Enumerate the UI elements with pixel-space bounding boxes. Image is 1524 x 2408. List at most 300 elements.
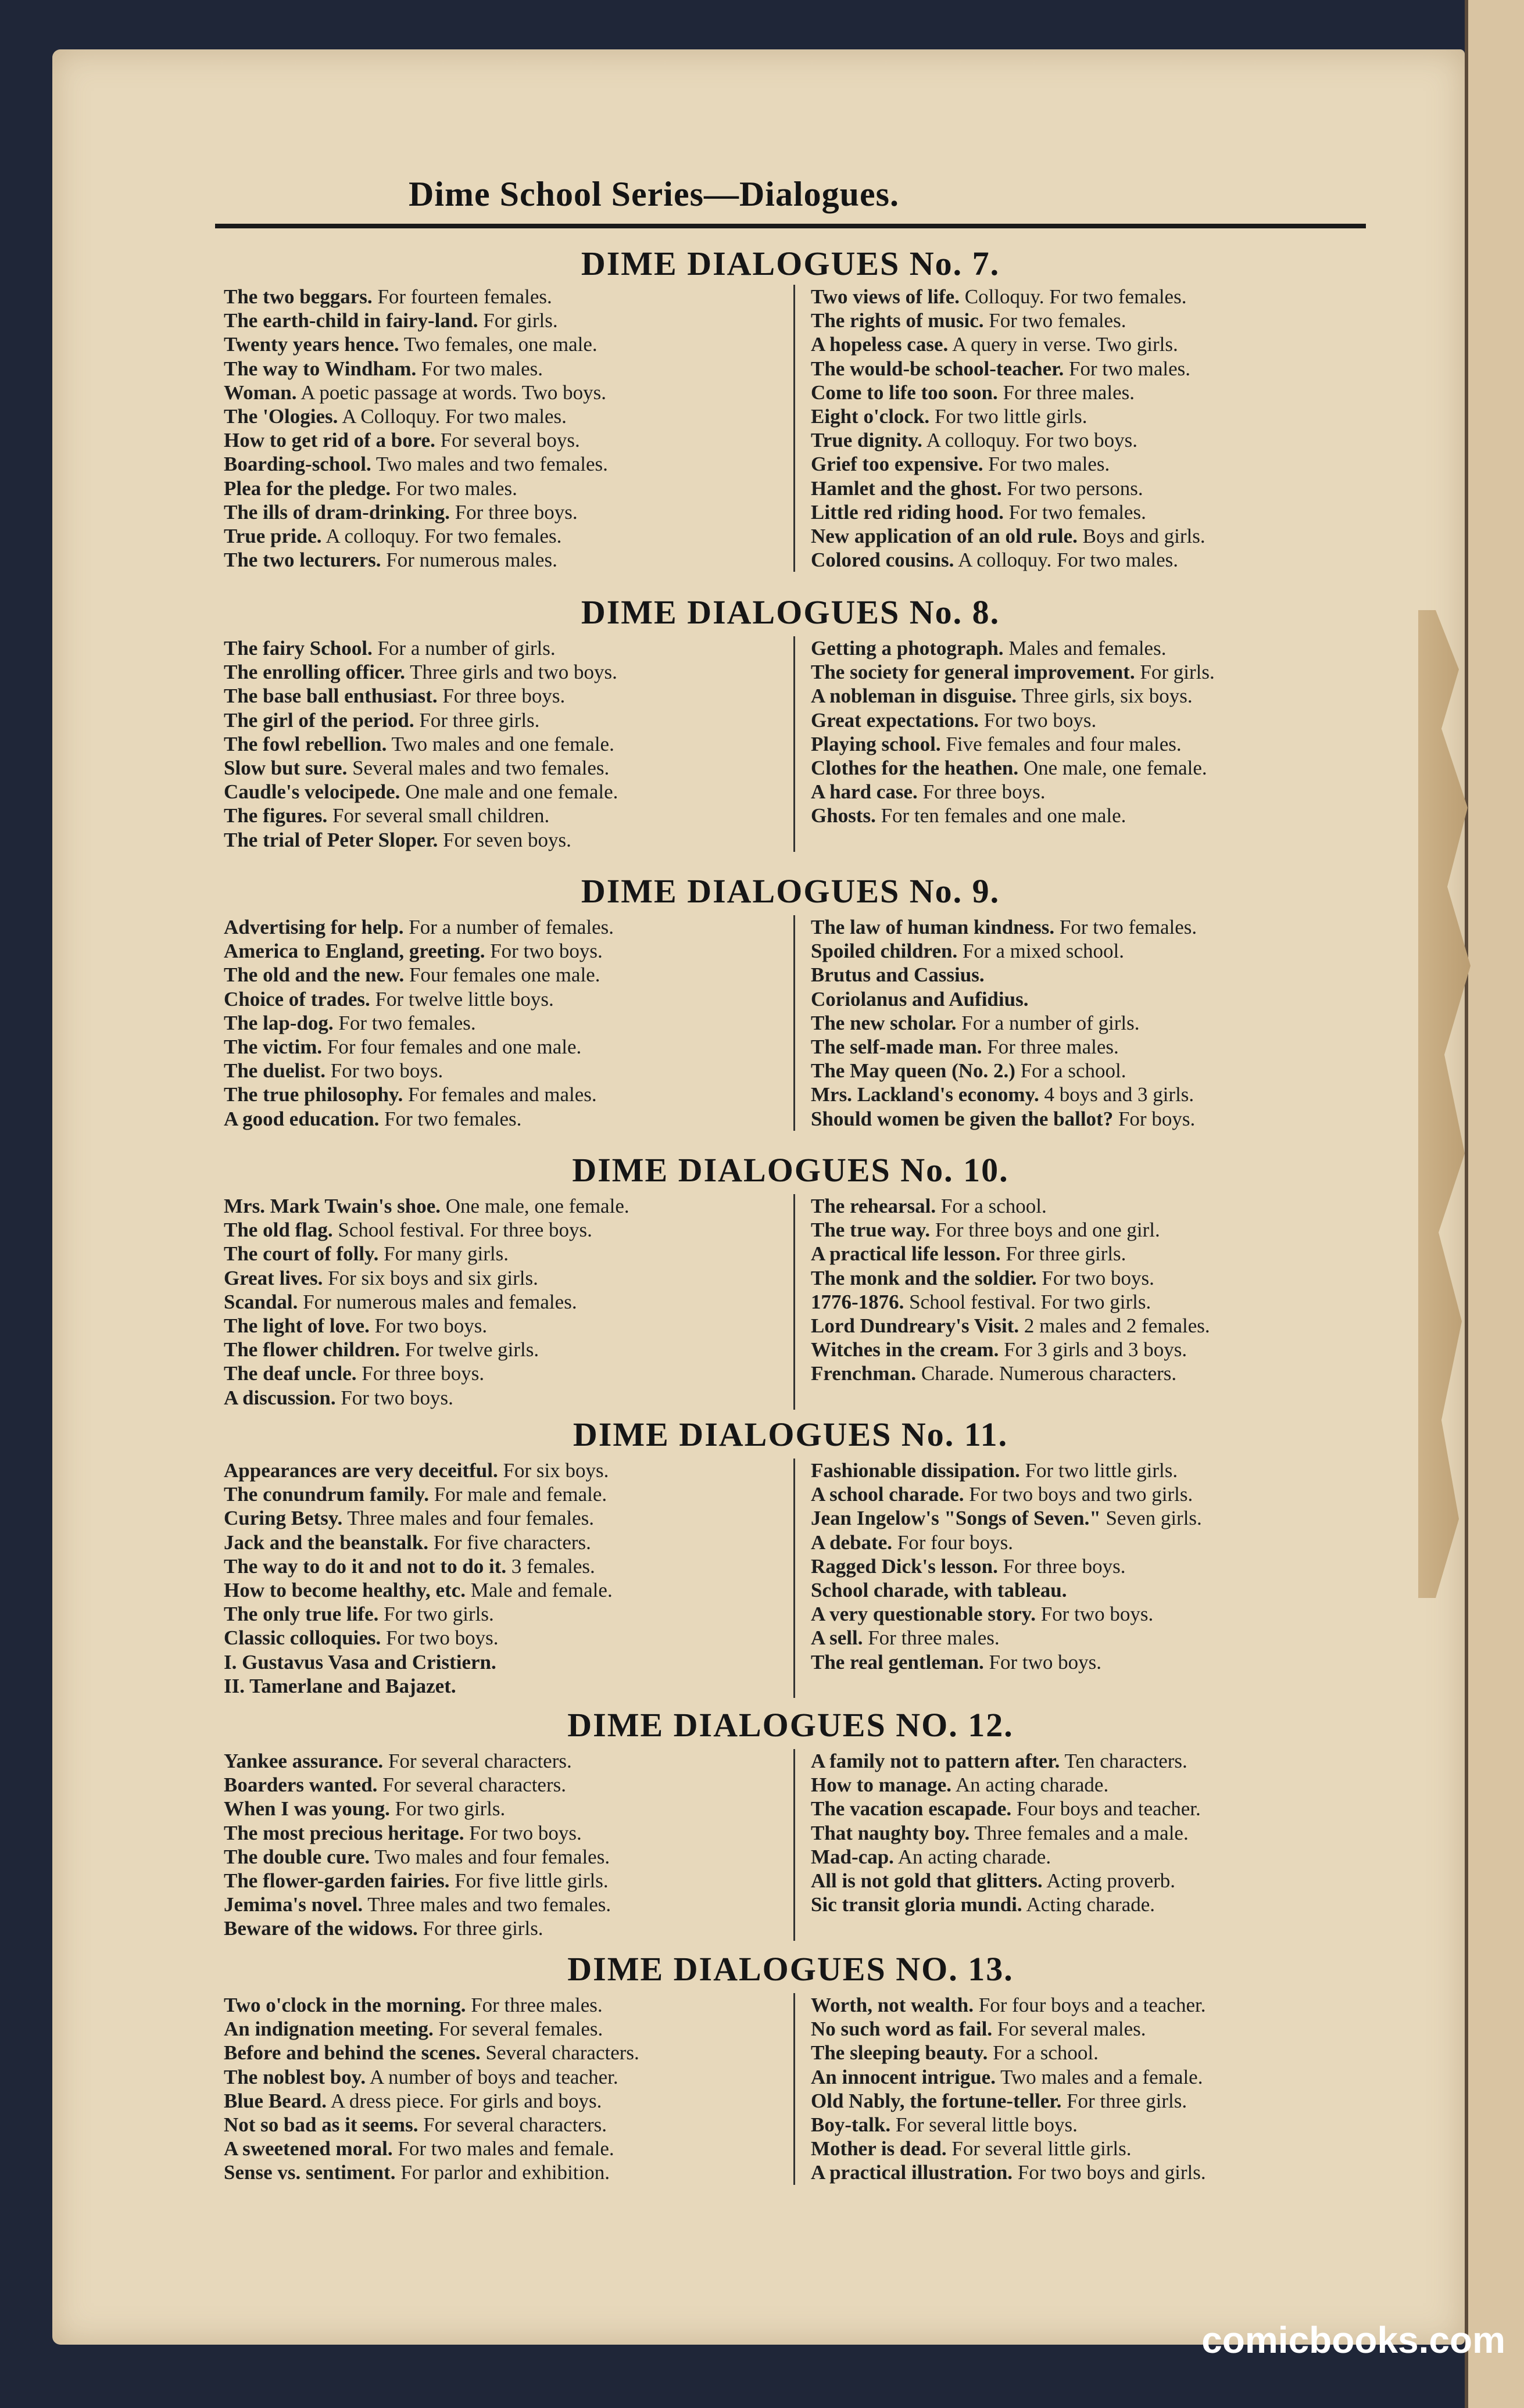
dialogue-title: 1776-1876. [811, 1290, 904, 1313]
dialogue-entry [811, 636, 1363, 660]
dialogue-cast: Male and female. [466, 1578, 613, 1601]
dialogue-entry [224, 756, 782, 780]
dialogue-title: Slow but sure. [224, 756, 348, 779]
dialogue-entry [811, 1035, 1363, 1059]
dialogue-cast: For several females. [433, 2018, 603, 2041]
dialogue-title: Boarding-school. [224, 453, 371, 476]
dialogue-cast: For a number of girls. [372, 637, 556, 660]
dialogue-title: Two o'clock in the morning. [224, 1994, 466, 2016]
dialogue-title: A very questionable story. [811, 1603, 1036, 1626]
dialogue-entry [811, 1602, 1363, 1626]
dialogue-entry [224, 1821, 782, 1845]
dialogue-cast: Several males and two females. [347, 756, 610, 779]
dialogue-cast: For two males. [1064, 357, 1190, 380]
dialogue-entry [811, 708, 1363, 732]
dialogue-cast: For six boys. [498, 1459, 609, 1482]
dialogue-cast: One male, one female. [441, 1195, 629, 1217]
dialogue-cast: For several characters. [377, 1773, 566, 1797]
dialogue-entry [811, 804, 1363, 827]
dialogue-entry [224, 1506, 782, 1530]
dialogue-title: A hopeless case. [811, 333, 949, 356]
dialogue-cast: 2 males and 2 females. [1019, 1314, 1210, 1337]
column-divider [793, 1993, 795, 2185]
right-column [811, 1194, 1363, 1386]
page-header: Dime School Series—Dialogues. [409, 175, 899, 213]
dialogue-entry [224, 1338, 782, 1361]
dialogue-title: Yankee assurance. [224, 1750, 384, 1772]
left-column [224, 285, 782, 572]
dialogue-cast: For numerous males. [381, 549, 557, 572]
dialogue-title: A practical illustration. [811, 2161, 1013, 2184]
dialogue-cast: For two girls. [389, 1797, 506, 1821]
dialogue-entry [224, 357, 782, 381]
dialogue-cast: One male and one female. [400, 780, 618, 804]
dialogue-title: The fowl rebellion. [224, 732, 387, 755]
dialogue-title: Caudle's velocipede. [224, 780, 400, 804]
dialogue-entry [224, 1674, 782, 1698]
dialogue-cast: For five little girls. [449, 1869, 609, 1892]
dialogue-entry [811, 1107, 1363, 1131]
left-column [224, 1194, 782, 1410]
dialogue-entry [811, 963, 1363, 987]
dialogue-entry [224, 381, 782, 404]
dialogue-entry [811, 1314, 1363, 1338]
dialogue-title: Sic transit gloria mundi. [811, 1893, 1022, 1916]
dialogue-entry [224, 915, 782, 939]
dialogue-title: The deaf uncle. [224, 1362, 357, 1385]
dialogue-title: II. Tamerlane and Bajazet. [224, 1674, 456, 1697]
dialogue-title: The would-be school-teacher. [811, 357, 1064, 380]
dialogue-entry [224, 2137, 782, 2160]
dialogue-title: The rehearsal. [811, 1195, 936, 1217]
dialogue-title: All is not gold that glitters. [811, 1869, 1043, 1892]
section-title: DIME DIALOGUES No. 7. [581, 245, 1000, 282]
dialogue-cast: For two boys and girls. [1013, 2161, 1206, 2184]
dialogue-cast: Two females, one male. [399, 333, 598, 356]
dialogue-title: Curing Betsy. [224, 1507, 343, 1530]
dialogue-cast: 3 females. [506, 1554, 595, 1578]
dialogue-entry [224, 1749, 782, 1773]
dialogue-entry [224, 939, 782, 963]
dialogue-entry [811, 381, 1363, 404]
dialogue-cast: For girls. [1135, 661, 1215, 684]
dialogue-entry [224, 1993, 782, 2017]
dialogue-cast: For two boys. [485, 940, 603, 963]
dialogue-entry [224, 828, 782, 852]
dialogue-cast: For two boys. [335, 1386, 453, 1409]
dialogue-cast: For twelve girls. [400, 1338, 539, 1361]
dialogue-title: The May queen (No. 2.) [811, 1059, 1015, 1083]
dialogue-entry [811, 1459, 1363, 1482]
left-column [224, 1749, 782, 1941]
dialogue-entry [811, 285, 1363, 309]
dialogue-cast: For females and males. [403, 1083, 597, 1106]
dialogue-cast: A dress piece. For girls and boys. [326, 2089, 602, 2112]
dialogue-cast: Three males and four females. [342, 1507, 594, 1530]
dialogue-cast: For three boys and one girl. [930, 1219, 1160, 1242]
dialogue-title: The 'Ologies. [224, 404, 338, 428]
dialogue-entry [224, 1314, 782, 1338]
dialogue-entry [224, 1602, 782, 1626]
dialogue-cast: For two little girls. [1019, 1459, 1178, 1482]
column-divider [793, 1749, 795, 1941]
dialogue-cast: For three girls. [417, 1917, 543, 1940]
dialogue-entry [811, 452, 1363, 476]
left-column [224, 1459, 782, 1698]
dialogue-title: The figures. [224, 804, 328, 827]
dialogue-title: A sell. [811, 1626, 863, 1650]
dialogue-entry [224, 309, 782, 332]
dialogue-cast: For several characters. [383, 1750, 572, 1772]
dialogue-cast: A colloquy. For two boys. [922, 429, 1138, 452]
dialogue-entry [811, 660, 1363, 684]
dialogue-cast: For girls. [478, 309, 558, 332]
dialogue-entry [224, 2113, 782, 2137]
dialogue-cast: A colloquy. For two females. [321, 524, 562, 547]
dialogue-title: A discussion. [224, 1386, 336, 1409]
section-title: DIME DIALOGUES No. 11. [573, 1416, 1008, 1453]
dialogue-title: Before and behind the scenes. [224, 2041, 481, 2065]
dialogue-title: When I was young. [224, 1797, 390, 1821]
right-column [811, 636, 1363, 828]
dialogue-cast: For a number of girls. [956, 1011, 1140, 1034]
dialogue-title: That naughty boy. [811, 1821, 970, 1844]
dialogue-title: The fairy School. [224, 637, 373, 660]
dialogue-cast: For ten females and one male. [875, 804, 1126, 827]
dialogue-cast: For three males. [997, 381, 1135, 404]
dialogue-title: Clothes for the heathen. [811, 756, 1019, 779]
dialogue-entry [811, 732, 1363, 756]
dialogue-cast: For four boys. [892, 1531, 1014, 1554]
dialogue-cast: Two males and a female. [995, 2065, 1203, 2088]
dialogue-title: A sweetened moral. [224, 2137, 393, 2160]
dialogue-cast: For two boys. [381, 1626, 499, 1650]
dialogue-cast: Three males and two females. [363, 1893, 611, 1916]
dialogue-cast: Colloquy. For two females. [959, 285, 1187, 308]
dialogue-title: Fashionable dissipation. [811, 1459, 1020, 1482]
dialogue-cast: A number of boys and teacher. [366, 2065, 618, 2088]
dialogue-entry [811, 2137, 1363, 2160]
dialogue-title: Sense vs. sentiment. [224, 2161, 396, 2184]
dialogue-title: A hard case. [811, 780, 918, 804]
dialogue-entry [224, 636, 782, 660]
dialogue-title: Getting a photograph. [811, 637, 1004, 660]
dialogue-title: How to manage. [811, 1773, 952, 1797]
dialogue-cast: For six boys and six girls. [323, 1266, 538, 1289]
dialogue-cast: Acting proverb. [1042, 1869, 1176, 1892]
dialogue-entry [811, 1650, 1363, 1674]
dialogue-entry [224, 476, 782, 500]
dialogue-title: Coriolanus and Aufidius. [811, 987, 1029, 1010]
dialogue-entry [224, 1194, 782, 1218]
dialogue-title: The old and the new. [224, 963, 405, 987]
dialogue-cast: Charade. Numerous characters. [916, 1362, 1177, 1385]
dialogue-title: A practical life lesson. [811, 1242, 1001, 1266]
dialogue-title: Lord Dundreary's Visit. [811, 1314, 1019, 1337]
dialogue-cast: For 3 girls and 3 boys. [999, 1338, 1187, 1361]
dialogue-title: The sleeping beauty. [811, 2041, 988, 2065]
dialogue-title: The earth-child in fairy-land. [224, 309, 478, 332]
dialogue-entry [224, 780, 782, 804]
dialogue-title: How to become healthy, etc. [224, 1578, 466, 1601]
dialogue-entry [224, 660, 782, 684]
dialogue-title: Grief too expensive. [811, 453, 983, 476]
dialogue-title: The most precious heritage. [224, 1821, 464, 1844]
dialogue-entry [224, 1242, 782, 1266]
dialogue-cast: For several small children. [327, 804, 550, 827]
column-divider [793, 636, 795, 852]
dialogue-cast: Four boys and teacher. [1011, 1797, 1201, 1821]
dialogue-title: The light of love. [224, 1314, 370, 1337]
dialogue-cast: For three boys. [997, 1554, 1126, 1578]
dialogue-cast: For male and female. [428, 1483, 607, 1506]
dialogue-entry [224, 2160, 782, 2184]
column-divider [793, 1194, 795, 1410]
dialogue-title: Boarders wanted. [224, 1773, 378, 1797]
dialogue-cast: For four boys and a teacher. [974, 1994, 1206, 2016]
dialogue-entry [811, 524, 1363, 548]
dialogue-title: The double cure. [224, 1845, 370, 1868]
dialogue-entry [811, 2160, 1363, 2184]
dialogue-cast: For two males. [983, 453, 1110, 476]
dialogue-title: Mad-cap. [811, 1845, 894, 1868]
dialogue-entry [224, 452, 782, 476]
dialogue-entry [811, 548, 1363, 572]
dialogue-entry [224, 2041, 782, 2065]
dialogue-cast: Four females one male. [404, 963, 600, 987]
dialogue-entry [811, 1242, 1363, 1266]
dialogue-entry [224, 1893, 782, 1916]
dialogue-cast: For two persons. [1001, 476, 1143, 500]
dialogue-entry [224, 1035, 782, 1059]
dialogue-entry [811, 1845, 1363, 1869]
dialogue-entry [224, 2017, 782, 2041]
dialogue-entry [224, 1218, 782, 1242]
dialogue-title: The lap-dog. [224, 1011, 334, 1034]
dialogue-title: Worth, not wealth. [811, 1994, 974, 2016]
dialogue-entry [811, 2041, 1363, 2065]
dialogue-cast: For boys. [1113, 1107, 1196, 1130]
dialogue-cast: For a number of females. [403, 916, 614, 938]
dialogue-cast: For several males. [992, 2018, 1146, 2041]
dialogue-cast: For five characters. [428, 1531, 591, 1554]
dialogue-cast: For two boys. [983, 1650, 1102, 1674]
adjacent-page-edge [1465, 0, 1524, 2408]
dialogue-entry [224, 1107, 782, 1131]
dialogue-cast: For several little girls. [946, 2137, 1132, 2160]
dialogue-entry [224, 1059, 782, 1083]
dialogue-entry [224, 1531, 782, 1554]
dialogue-title: Appearances are very deceitful. [224, 1459, 498, 1482]
dialogue-title: An indignation meeting. [224, 2018, 434, 2041]
dialogue-title: The enrolling officer. [224, 661, 406, 684]
left-column [224, 915, 782, 1131]
dialogue-cast: An acting charade. [893, 1845, 1051, 1868]
dialogue-title: A family not to pattern after. [811, 1750, 1060, 1772]
dialogue-title: Old Nably, the fortune-teller. [811, 2089, 1062, 2112]
dialogue-entry [224, 1266, 782, 1290]
dialogue-cast: For three girls. [414, 708, 540, 732]
dialogue-title: The two lecturers. [224, 549, 381, 572]
dialogue-entry [811, 1482, 1363, 1506]
dialogue-title: How to get rid of a bore. [224, 429, 435, 452]
dialogue-entry [811, 332, 1363, 356]
dialogue-entry [224, 963, 782, 987]
section-title: DIME DIALOGUES No. 8. [581, 593, 1000, 631]
right-column [811, 915, 1363, 1131]
dialogue-cast: For two females. [333, 1011, 476, 1034]
dialogue-entry [811, 1554, 1363, 1578]
dialogue-entry [811, 1290, 1363, 1314]
dialogue-title: Come to life too soon. [811, 381, 998, 404]
dialogue-entry [224, 684, 782, 708]
column-divider [793, 915, 795, 1131]
dialogue-entry [811, 939, 1363, 963]
dialogue-title: The girl of the period. [224, 708, 414, 732]
dialogue-title: Ragged Dick's lesson. [811, 1554, 998, 1578]
header-rule [215, 224, 1366, 228]
dialogue-title: Scandal. [224, 1290, 298, 1313]
dialogue-entry [811, 1893, 1363, 1916]
dialogue-entry [811, 309, 1363, 332]
dialogue-title: The vacation escapade. [811, 1797, 1012, 1821]
watermark-text: comicbooks.com [1201, 2319, 1505, 2361]
dialogue-title: No such word as fail. [811, 2018, 993, 2041]
dialogue-cast: For three boys. [356, 1362, 485, 1385]
dialogue-entry [224, 1459, 782, 1482]
dialogue-title: The two beggars. [224, 285, 373, 308]
dialogue-title: Choice of trades. [224, 987, 370, 1010]
dialogue-cast: For two little girls. [929, 404, 1087, 428]
left-column [224, 1993, 782, 2185]
dialogue-cast: For a mixed school. [957, 940, 1124, 963]
dialogue-cast: For seven boys. [438, 828, 571, 851]
dialogue-title: Eight o'clock. [811, 404, 930, 428]
dialogue-title: The monk and the soldier. [811, 1266, 1037, 1289]
dialogue-entry [811, 2065, 1363, 2089]
dialogue-title: Colored cousins. [811, 549, 954, 572]
dialogue-title: True pride. [224, 524, 322, 547]
dialogue-entry [811, 1993, 1363, 2017]
dialogue-cast: For three males. [466, 1994, 603, 2016]
dialogue-title: The true philosophy. [224, 1083, 403, 1106]
dialogue-title: Playing school. [811, 732, 941, 755]
dialogue-entry [224, 1869, 782, 1893]
dialogue-entry [811, 756, 1363, 780]
dialogue-title: The ills of dram-drinking. [224, 500, 450, 524]
right-column [811, 1459, 1363, 1674]
dialogue-cast: For two males. [391, 476, 517, 500]
dialogue-title: A nobleman in disguise. [811, 685, 1017, 708]
dialogue-entry [811, 684, 1363, 708]
dialogue-cast: For two females. [983, 309, 1126, 332]
dialogue-title: The self-made man. [811, 1035, 982, 1058]
dialogue-title: The way to Windham. [224, 357, 417, 380]
dialogue-entry [811, 1011, 1363, 1035]
dialogue-title: Mrs. Lackland's economy. [811, 1083, 1039, 1106]
dialogue-cast: For three girls. [1000, 1242, 1126, 1266]
dialogue-title: A good education. [224, 1107, 380, 1130]
dialogue-title: Woman. [224, 381, 297, 404]
dialogue-entry [811, 1361, 1363, 1385]
dialogue-cast: Three females and a male. [970, 1821, 1189, 1844]
dialogue-title: Great lives. [224, 1266, 323, 1289]
dialogue-title: Jemima's novel. [224, 1893, 363, 1916]
dialogue-title: Great expectations. [811, 708, 979, 732]
dialogue-entry [811, 915, 1363, 939]
dialogue-cast: Three girls, six boys. [1017, 685, 1193, 708]
dialogue-entry [811, 476, 1363, 500]
dialogue-entry [811, 357, 1363, 381]
dialogue-cast: For two males and female. [392, 2137, 614, 2160]
dialogue-entry [224, 1482, 782, 1506]
dialogue-cast: For two males. [416, 357, 543, 380]
dialogue-cast: 4 boys and 3 girls. [1039, 1083, 1194, 1106]
dialogue-title: The new scholar. [811, 1011, 957, 1034]
dialogue-title: Not so bad as it seems. [224, 2113, 418, 2136]
dialogue-entry [224, 1845, 782, 1869]
dialogue-title: Mrs. Mark Twain's shoe. [224, 1195, 441, 1217]
dialogue-entry [224, 404, 782, 428]
dialogue-cast: For many girls. [378, 1242, 509, 1266]
dialogue-title: The way to do it and not to do it. [224, 1554, 507, 1578]
dialogue-title: The real gentleman. [811, 1650, 984, 1674]
dialogue-entry [811, 428, 1363, 452]
dialogue-cast: For two boys and two girls. [964, 1483, 1193, 1506]
dialogue-cast: A Colloquy. For two males. [338, 404, 567, 428]
dialogue-entry [224, 1083, 782, 1106]
dialogue-entry [224, 524, 782, 548]
dialogue-entry [811, 1821, 1363, 1845]
dialogue-title: Beware of the widows. [224, 1917, 418, 1940]
dialogue-entry [224, 1578, 782, 1602]
dialogue-title: A debate. [811, 1531, 892, 1554]
dialogue-entry [224, 1626, 782, 1650]
dialogue-entry [224, 1797, 782, 1821]
dialogue-entry [811, 1083, 1363, 1106]
dialogue-cast: For two boys. [464, 1821, 582, 1844]
section-title: DIME DIALOGUES No. 10. [572, 1151, 1009, 1189]
dialogue-entry [224, 708, 782, 732]
dialogue-cast: For fourteen females. [372, 285, 552, 308]
dialogue-cast: For several little boys. [890, 2113, 1078, 2136]
dialogue-title: The conundrum family. [224, 1483, 429, 1506]
column-divider [793, 1459, 795, 1698]
dialogue-cast: For a school. [936, 1195, 1047, 1217]
dialogue-cast: For two boys. [1035, 1603, 1154, 1626]
dialogue-entry [224, 1290, 782, 1314]
dialogue-cast: School festival. For three boys. [332, 1219, 592, 1242]
dialogue-title: The duelist. [224, 1059, 326, 1083]
dialogue-entry [811, 1531, 1363, 1554]
dialogue-entry [811, 2113, 1363, 2137]
dialogue-cast: For two boys. [369, 1314, 488, 1337]
dialogue-entry [224, 1361, 782, 1385]
section-title: DIME DIALOGUES No. 9. [581, 872, 1000, 910]
dialogue-cast: For two girls. [378, 1603, 494, 1626]
dialogue-title: Frenchman. [811, 1362, 917, 1385]
dialogue-entry [224, 1773, 782, 1797]
dialogue-title: Should women be given the ballot? [811, 1107, 1114, 1130]
dialogue-cast: An acting charade. [951, 1773, 1109, 1797]
section-title: DIME DIALOGUES NO. 12. [567, 1706, 1014, 1744]
dialogue-cast: Boys and girls. [1077, 524, 1205, 547]
dialogue-entry [224, 332, 782, 356]
dialogue-title: Boy-talk. [811, 2113, 891, 2136]
dialogue-title: An innocent intrigue. [811, 2065, 996, 2088]
dialogue-cast: Males and females. [1003, 637, 1167, 660]
dialogue-title: Advertising for help. [224, 916, 404, 938]
